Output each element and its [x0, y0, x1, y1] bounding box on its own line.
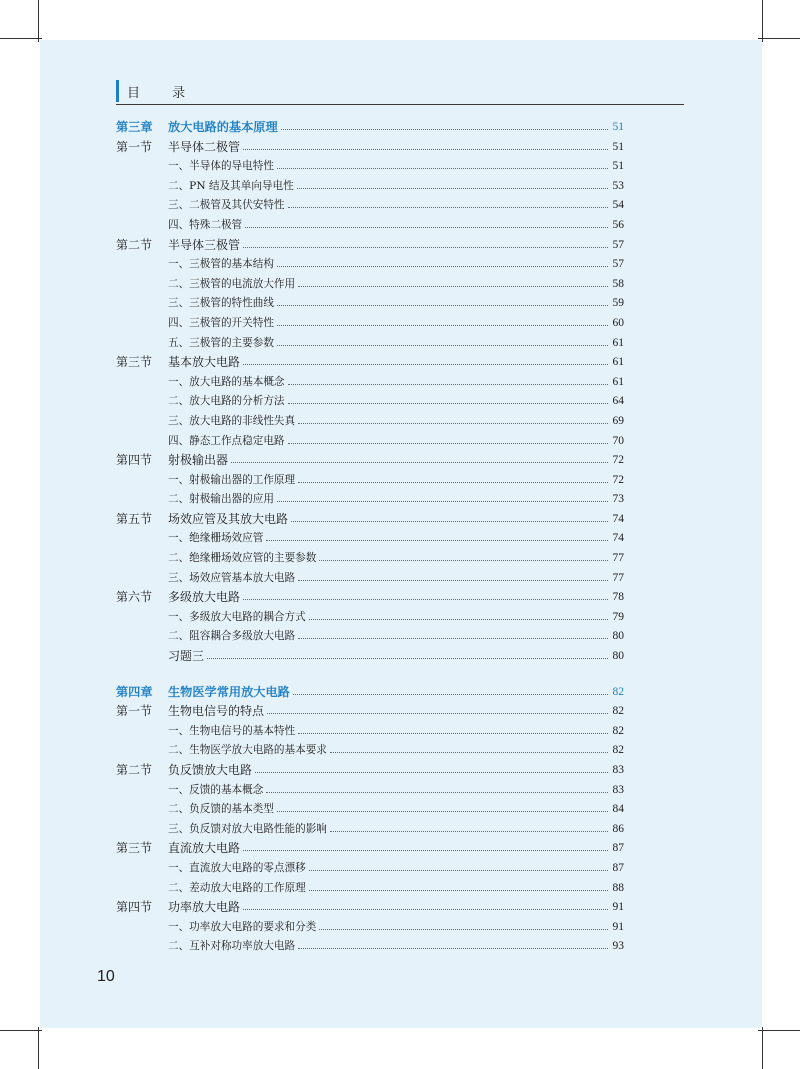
- toc-entry-title: 半导体三极管: [168, 237, 241, 252]
- toc-page-number: 53: [612, 179, 624, 192]
- toc-page-number: 80: [612, 650, 624, 663]
- toc-page-number: 61: [612, 336, 624, 349]
- toc-section-row[interactable]: [116, 236, 624, 256]
- toc-entry-title: 多级放大电路: [168, 590, 241, 605]
- toc-item-row[interactable]: [116, 549, 624, 569]
- toc-page-number: 60: [612, 316, 624, 329]
- toc-page-number: 82: [612, 744, 624, 757]
- toc-entry-title: 三、场效应管基本放大电路: [168, 571, 296, 584]
- toc-item-row[interactable]: [116, 722, 624, 742]
- dot-leader: [330, 831, 608, 832]
- dot-leader: [298, 638, 608, 639]
- dot-leader: [293, 694, 608, 695]
- toc-page-number: 87: [612, 861, 624, 874]
- toc-page-number: 82: [612, 705, 624, 718]
- dot-leader: [266, 792, 608, 793]
- dot-leader: [277, 305, 608, 306]
- toc-page-number: 57: [612, 258, 624, 271]
- toc-entry-title: 负反馈放大电路: [168, 763, 253, 777]
- toc-page-number: 86: [612, 822, 624, 835]
- toc-page-number: 74: [612, 512, 624, 525]
- toc-chapter-row[interactable]: [116, 118, 624, 138]
- dot-leader: [277, 501, 608, 502]
- toc-item-row[interactable]: [116, 820, 624, 840]
- toc-item-row[interactable]: [116, 490, 624, 510]
- dot-leader: [298, 482, 608, 483]
- toc-section-row[interactable]: [116, 510, 624, 530]
- crop-mark: [0, 1030, 42, 1031]
- dot-leader: [245, 227, 608, 228]
- toc-page-number: 51: [612, 121, 624, 133]
- toc-entry-title: 放大电路的基本原理: [168, 120, 278, 134]
- toc-entry-label: 第三节: [116, 841, 153, 856]
- toc-entry-label: 第五节: [116, 511, 153, 526]
- toc-page-number: 80: [612, 630, 624, 643]
- toc-item-row[interactable]: [116, 314, 624, 334]
- toc-page-number: 51: [612, 160, 624, 173]
- toc-item-row[interactable]: [116, 412, 624, 432]
- header-rule: [116, 104, 684, 105]
- toc-page-number: 77: [612, 571, 624, 584]
- toc-entry-title: 二、互补对称功率放大电路: [168, 940, 296, 953]
- toc-item-row[interactable]: [116, 859, 624, 879]
- dot-leader: [288, 403, 608, 404]
- toc-entry-label: 第二节: [116, 237, 153, 252]
- dot-leader: [281, 129, 608, 130]
- toc-entry-label: 第二节: [116, 763, 153, 777]
- toc-page-number: 74: [612, 532, 624, 545]
- dot-leader: [266, 540, 608, 541]
- crop-mark: [0, 38, 42, 39]
- toc-entry-label: 第一节: [116, 139, 153, 154]
- toc-entry-label: 第四节: [116, 453, 153, 468]
- toc-entry-title: 二、射极输出器的应用: [168, 493, 274, 506]
- toc-item-row[interactable]: [116, 741, 624, 761]
- toc-section-row[interactable]: [116, 898, 624, 918]
- toc-page-number: 93: [612, 940, 624, 953]
- toc-item-row[interactable]: [116, 529, 624, 549]
- toc-entry-title: 基本放大电路: [168, 355, 241, 370]
- toc-entry-title: 场效应管及其放大电路: [168, 511, 289, 526]
- toc-page-number: 78: [612, 591, 624, 604]
- crop-mark: [38, 0, 39, 42]
- toc-entry-title: 四、三极管的开关特性: [168, 316, 274, 329]
- toc-entry-title: 一、放大电路的基本概念: [168, 375, 285, 388]
- toc-entry-title: 三、三极管的特性曲线: [168, 297, 274, 310]
- toc-page-number: 88: [612, 881, 624, 894]
- page-number: 10: [97, 968, 115, 985]
- header-accent-bar: [116, 80, 119, 102]
- toc-item-row[interactable]: [116, 196, 624, 216]
- toc-page-number: 91: [612, 901, 624, 914]
- toc-page-number: 73: [612, 493, 624, 506]
- dot-leader: [309, 890, 608, 891]
- toc-entry-title: 一、绝缘栅场效应管: [168, 532, 264, 545]
- toc-page-number: 58: [612, 277, 624, 290]
- toc-entry-title: 二、PN 结及其单向导电性: [168, 179, 294, 192]
- toc-entry-title: 四、静态工作点稳定电路: [168, 434, 285, 447]
- toc-entry-title: 三、负反馈对放大电路性能的影响: [168, 822, 327, 835]
- toc-page-number: 72: [612, 473, 624, 486]
- toc-item-row[interactable]: [116, 879, 624, 899]
- toc-item-row[interactable]: [116, 800, 624, 820]
- toc-section-row[interactable]: [116, 451, 624, 471]
- toc-item-row[interactable]: [116, 157, 624, 177]
- toc-section-row[interactable]: [116, 839, 624, 859]
- dot-leader: [297, 188, 608, 189]
- toc-entry-title: 三、二极管及其伏安特性: [168, 199, 285, 212]
- toc-entry-label: 第四章: [116, 684, 153, 699]
- toc-section-row[interactable]: [116, 138, 624, 158]
- toc-page-number: 61: [612, 356, 624, 369]
- toc-entry-title: 二、绝缘栅场效应管的主要参数: [168, 552, 317, 565]
- toc-entry-title: 四、特殊二极管: [168, 218, 243, 231]
- dot-leader: [288, 207, 608, 208]
- dot-leader: [277, 266, 608, 267]
- toc-page-number: 84: [612, 803, 624, 816]
- toc-page-number: 83: [612, 783, 624, 796]
- dot-leader: [288, 443, 608, 444]
- dot-leader: [298, 580, 608, 581]
- toc-item-row[interactable]: [116, 569, 624, 589]
- toc-entry-label: 第三节: [116, 355, 153, 370]
- dot-leader: [243, 599, 608, 600]
- crop-mark: [758, 1030, 800, 1031]
- toc-item-row[interactable]: [116, 294, 624, 314]
- dot-leader: [243, 247, 608, 248]
- dot-leader: [291, 521, 608, 522]
- dot-leader: [267, 713, 608, 714]
- toc-entry-title: 三、放大电路的非线性失真: [168, 414, 296, 427]
- crop-mark: [38, 1027, 39, 1069]
- toc-page-number: 91: [612, 920, 624, 933]
- toc-entry-title: 一、生物电信号的基本特性: [168, 724, 296, 737]
- toc-entry-title: 二、差动放大电路的工作原理: [168, 881, 306, 894]
- toc-page-number: 56: [612, 218, 624, 231]
- crop-mark: [758, 38, 800, 39]
- toc-entry-title: 半导体二极管: [168, 139, 241, 154]
- dot-leader: [243, 850, 608, 851]
- toc-item-row[interactable]: [116, 177, 624, 197]
- toc-page-number: 64: [612, 395, 624, 408]
- toc-page-number: 83: [612, 764, 624, 776]
- toc-page-number: 82: [612, 724, 624, 737]
- toc-page-number: 59: [612, 297, 624, 310]
- toc-entry-label: 第三章: [116, 120, 153, 134]
- dot-leader: [243, 149, 608, 150]
- dot-leader: [309, 619, 608, 620]
- dot-leader: [298, 286, 608, 287]
- dot-leader: [277, 345, 608, 346]
- toc-entry-title: 射极输出器: [168, 453, 229, 468]
- toc-page-number: 61: [612, 375, 624, 388]
- toc-entry-label: 第一节: [116, 704, 153, 719]
- dot-leader: [288, 384, 608, 385]
- toc-page-number: 82: [612, 685, 624, 698]
- toc-page-number: 57: [612, 238, 624, 251]
- toc-item-row[interactable]: [116, 471, 624, 491]
- toc-entry-title: 一、半导体的导电特性: [168, 160, 274, 173]
- dot-leader: [319, 560, 608, 561]
- toc-item-row[interactable]: [116, 937, 624, 957]
- toc-entry-title: 二、三极管的电流放大作用: [168, 277, 296, 290]
- toc-chapter-row[interactable]: [116, 683, 624, 703]
- toc-entry-title: 功率放大电路: [168, 900, 241, 915]
- dot-leader: [298, 733, 608, 734]
- toc-page-number: 79: [612, 610, 624, 623]
- dot-leader: [309, 870, 608, 871]
- toc-item-row[interactable]: [116, 392, 624, 412]
- toc-entry-title: 一、多级放大电路的耦合方式: [168, 610, 306, 623]
- crop-mark: [762, 0, 763, 42]
- dot-leader: [255, 772, 608, 773]
- dot-leader: [319, 929, 608, 930]
- chapter-spacer: [116, 667, 624, 683]
- toc-page-number: 51: [612, 140, 624, 153]
- toc-section-row[interactable]: [116, 353, 624, 373]
- toc-entry-title: 一、功率放大电路的要求和分类: [168, 920, 317, 933]
- dot-leader: [243, 364, 608, 365]
- toc-entry-title: 一、三极管的基本结构: [168, 258, 274, 271]
- page-header-title: 目 录: [127, 86, 200, 101]
- toc-item-row[interactable]: [116, 781, 624, 801]
- toc-item-row[interactable]: [116, 334, 624, 354]
- toc-section-row[interactable]: [116, 702, 624, 722]
- dot-leader: [277, 811, 608, 812]
- toc-entry-title: 生物医学常用放大电路: [168, 684, 290, 699]
- toc-page-number: 69: [612, 414, 624, 427]
- toc-entry-title: 二、阻容耦合多级放大电路: [168, 630, 296, 643]
- dot-leader: [231, 462, 608, 463]
- toc-entry-title: 一、射极输出器的工作原理: [168, 473, 296, 486]
- crop-mark: [762, 1027, 763, 1069]
- toc-entry-title: 二、生物医学放大电路的基本要求: [168, 744, 327, 757]
- toc-item-row[interactable]: [116, 608, 624, 628]
- toc-item-row[interactable]: [116, 255, 624, 275]
- dot-leader: [243, 909, 608, 910]
- toc-entry-title: 五、三极管的主要参数: [168, 336, 274, 349]
- toc-entry-label: 第六节: [116, 590, 153, 605]
- dot-leader: [330, 752, 608, 753]
- dot-leader: [298, 423, 608, 424]
- toc-item-row[interactable]: [116, 432, 624, 452]
- toc-page-number: 70: [612, 434, 624, 447]
- dot-leader: [298, 948, 608, 949]
- toc-section-row[interactable]: [116, 761, 624, 781]
- toc-entry-title: 一、直流放大电路的零点漂移: [168, 861, 306, 874]
- toc-page-number: 77: [612, 552, 624, 565]
- toc-page-number: 87: [612, 842, 624, 855]
- toc-section-row[interactable]: [116, 647, 624, 667]
- dot-leader: [277, 168, 608, 169]
- toc-entry-title: 生物电信号的特点: [168, 704, 265, 719]
- toc-section-row[interactable]: [116, 588, 624, 608]
- toc-entry-title: 二、负反馈的基本类型: [168, 803, 274, 816]
- toc-entry-title: 一、反馈的基本概念: [168, 783, 264, 796]
- toc-item-row[interactable]: [116, 275, 624, 295]
- toc-entry-title: 习题三: [168, 649, 205, 664]
- toc-item-row[interactable]: [116, 627, 624, 647]
- toc-item-row[interactable]: [116, 918, 624, 938]
- toc-entry-title: 直流放大电路: [168, 841, 241, 856]
- toc-page-number: 54: [612, 199, 624, 212]
- toc-entry-label: 第四节: [116, 900, 153, 915]
- toc-entry-title: 二、放大电路的分析方法: [168, 395, 285, 408]
- table-of-contents: [116, 118, 624, 957]
- toc-item-row[interactable]: [116, 373, 624, 393]
- toc-item-row[interactable]: [116, 216, 624, 236]
- dot-leader: [277, 325, 608, 326]
- toc-page-number: 72: [612, 454, 624, 467]
- dot-leader: [207, 658, 608, 659]
